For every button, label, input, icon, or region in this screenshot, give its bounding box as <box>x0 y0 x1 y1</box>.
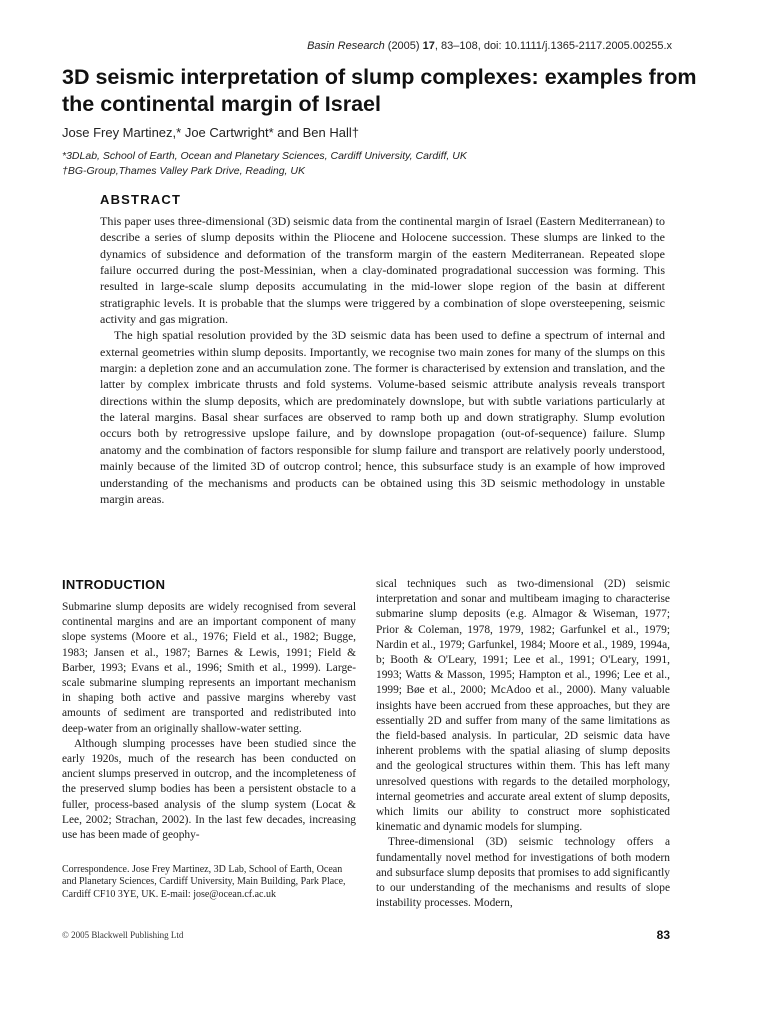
intro-paragraph-4: Three-dimensional (3D) seismic technology offers a fundamentally novel method for investigations of both modern and subsurface slump deposits that promises to add significantly to our understanding of the mechanisms and results of slope instability processes. Modern, <box>376 836 670 910</box>
intro-paragraph-1: Submarine slump deposits are widely recognised from several continental margins and are an important component of many slope systems (Moore et al., 1976; Field et al., 1982; Bugge, 1983; Jansen et al., 1987; Barnes & Lewis, 1991; Field & Barber, 1993; Evans et al., 1996; Smith et al., 1999). Large-scale submarine slumping represents an important mechanism in shaping both active and passive margins whereby vast amounts of sediment are transported and redistributed into deep-water from an originally shallow-water setting. <box>62 601 356 735</box>
intro-paragraph-3: sical techniques such as two-dimensional (2D) seismic interpretation and sonar and multibeam imaging to characterise submarine slump deposits (e.g. Almagor & Wiseman, 1977; Prior & Coleman, 1978, 1979, 1982; Garfunkel et al., 1979; Nardin et al., 1979; Garfunkel, 1984; Moore et al., 1989, 1994a, b; Booth & O'Leary, 1991; Lee et al., 1991; O'Leary, 1991, 1993; Watts & Masson, 1995; Hampton et al., 1996; Lee et al., 1999; Bøe et al., 2000; McAdoo et al., 2000). Many valuable insights have been accrued from these approaches, but they are essentially 2D and suffer from many of the same limitations as the field-based analysis. In particular, 2D seismic data have inherent problems with the spatial aliasing of slump deposits and the geological structures within them. This has left many unresolved questions with regards to the detailed morphology, internal geometries and accurate areal extent of slump deposits, which limits our ability to construct more sophisticated kinematic and dynamic models for slumping. <box>376 578 670 834</box>
affiliation-1: *3DLab, School of Earth, Ocean and Planetary Sciences, Cardiff University, Cardiff, UK <box>62 150 467 162</box>
page-number: 83 <box>656 928 670 942</box>
journal-volume: 17 <box>422 40 435 52</box>
journal-year: (2005) <box>384 40 423 52</box>
left-column <box>62 600 356 843</box>
abstract-body <box>100 213 665 507</box>
intro-paragraph-2: Although slumping processes have been studied since the early 1920s, much of the research has been conducted on ancient slumps preserved in outcrop, and the incompleteness of the preserved slump bodies has been a persistent obstacle to a fuller, process-based analysis of the slump system (Locat & Lee, 2002; Strachan, 2002). In the last few decades, increasing use has been made of geophy- <box>62 737 356 842</box>
author-list: Jose Frey Martinez,* Joe Cartwright* and Ben Hall† <box>62 125 359 140</box>
journal-pages-doi: , 83–108, doi: 10.1111/j.1365-2117.2005.00255.x <box>434 40 672 52</box>
abstract-heading: ABSTRACT <box>100 192 182 207</box>
right-column <box>376 577 670 911</box>
copyright-notice: © 2005 Blackwell Publishing Ltd <box>62 930 184 940</box>
affiliation-2: †BG-Group,Thames Valley Park Drive, Reading, UK <box>62 165 305 177</box>
correspondence-note: Correspondence. Jose Frey Martinez, 3D Lab, School of Earth, Ocean and Planetary Sciences, Cardiff University, Main Building, Park Place, Cardiff CF10 3YE, UK. E-mail: jose@ocean.cf.ac.uk <box>62 864 346 900</box>
abstract-paragraph-1: This paper uses three-dimensional (3D) seismic data from the continental margin of Israel (Eastern Mediterranean) to describe a series of slump deposits within the Pliocene and Holocene succession. These slumps are linked to the dynamics of subsidence and deformation of the transform margin of the eastern Mediterranean. Repeated slope failure occurred during the post-Messinian, when a clay-dominated progradational succession was forming. This resulted in large-scale slump deposits accumulating in the mid-lower slope region of the basin at different stratigraphic levels. It is probable that the slumps were triggered by a combination of slope oversteepening, seismic activity and gas migration. <box>100 214 665 327</box>
journal-name: Basin Research <box>307 40 385 52</box>
paper-title: 3D seismic interpretation of slump complexes: examples from the continental margin of Israel <box>62 65 697 116</box>
abstract-paragraph-2: The high spatial resolution provided by the 3D seismic data has been used to define a spectrum of internal and external geometries within slump deposits. Importantly, we recognise two main zones for many of the slumps on this margin: a depletion zone and an accumulation zone. The former is characterised by extension and translation, and the latter by complex imbricate thrusts and fold systems. Volume-based seismic attribute analysis reveals transport directions within the slump deposits, which are predominately downslope, but with subtle variations particularly at the lateral margins. Basal shear surfaces are observed to ramp both up and down stratigraphy. Slump evolution occurs both by retrogressive upslope failure, and by downslope propagation (out-of-sequence) failure. Slump anatomy and the combination of factors responsible for slump failure and transport are relatively poorly understood, mainly because of the limited 3D of outcrop control; hence, this subsurface study is an example of how improved understanding of the mechanisms and products can be obtained using this 3D seismic methodology in unstable margin areas. <box>100 328 665 506</box>
introduction-heading: INTRODUCTION <box>62 577 166 592</box>
running-head <box>307 40 672 52</box>
